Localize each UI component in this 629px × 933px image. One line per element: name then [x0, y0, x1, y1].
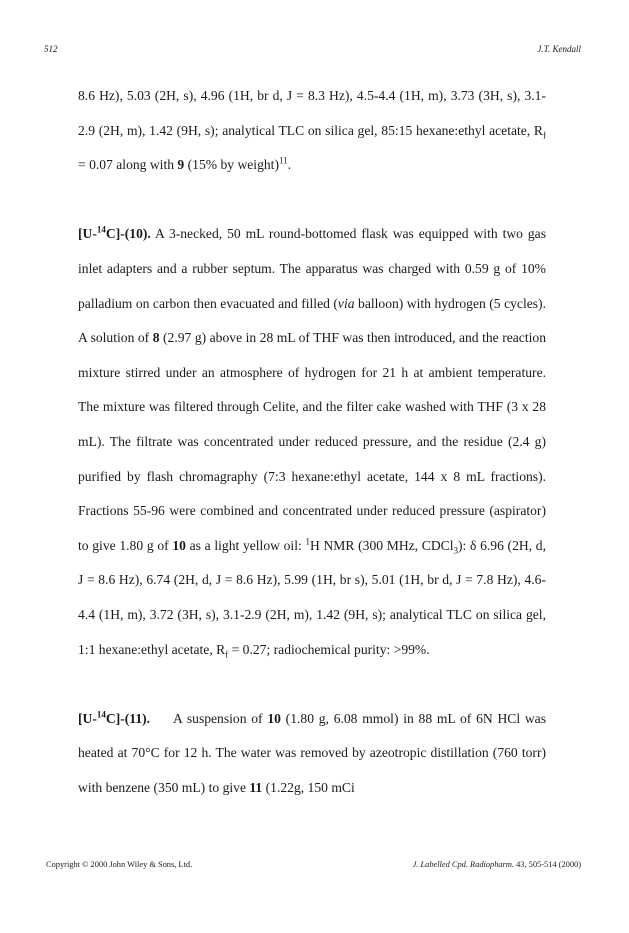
journal-citation: 43, 505-514 (2000) — [516, 860, 581, 869]
section-heading-11 — [78, 711, 150, 726]
isotope-superscript: 14 — [96, 709, 106, 720]
text-run: A suspension of — [150, 710, 268, 726]
running-head-author: J.T. Kendall — [537, 44, 581, 54]
heading-part: [U- — [78, 710, 97, 726]
text-run: (1.22g, 150 mCi — [262, 779, 355, 795]
nmr-superscript: 1 — [305, 536, 310, 547]
text-run: balloon) with hydrogen (5 cycles). A solution of — [78, 295, 546, 346]
text-run: ): δ 6.96 (2H, d, J = 8.6 Hz), 6.74 (2H, d, J = 8.6 Hz), 5.99 (1H, br s), 5.01 (1H, br d, J = 7.8 Hz), 4.6-4.4 (1H, m), 3.72 (3H, s), 3.1-2.9 (2H, m), 1.42 (9H, s); analytical TLC on silica gel, 1:1 hexane:ethyl acetate, R — [78, 537, 546, 657]
isotope-superscript: 14 — [96, 224, 106, 235]
compound-number: 8 — [152, 330, 160, 346]
paragraph-2 — [78, 217, 546, 667]
italic-word: via — [337, 295, 355, 311]
paragraph-1 — [78, 79, 546, 183]
section-heading-10 — [78, 226, 151, 241]
compound-number: 9 — [177, 157, 185, 173]
text-run: as a light yellow oil: — [185, 537, 306, 553]
text-run: = 0.07 along with — [78, 157, 178, 173]
subscript: f — [225, 649, 229, 660]
text-run: H NMR (300 MHz, CDCl — [309, 537, 454, 553]
text-run: (15% by weight) — [184, 157, 279, 173]
text-run: 8.6 Hz), 5.03 (2H, s), 4.96 (1H, br d, J = 8.3 Hz), 4.5-4.4 (1H, m), 3.73 (3H, s), 3.1-2.9 (2H, m), 1.42 (9H, s); analytical TLC on silica gel, 85:15 hexane:ethyl acetate, R — [78, 88, 546, 138]
journal-footer — [413, 860, 581, 869]
reference-superscript: 11 — [278, 155, 288, 166]
body-text — [78, 79, 546, 805]
subscript: 3 — [453, 545, 458, 556]
text-run: (2.97 g) above in 28 mL of THF was then introduced, and the reaction mixture stirred under an atmosphere of hydrogen for 21 h at ambient temperature. The mixture was filtered through Celite, and the filter cake washed with THF (3 x 28 mL). The filtrate was concentrated under reduced pressure, and the residue (2.4 g) purified by flash chromagraphy (7:3 hexane:ethyl acetate, 144 x 8 mL fractions). Fractions 55-96 were combined and concentrated under reduced pressure (aspirator) to give 1.80 g of — [78, 330, 546, 553]
compound-number: 11 — [249, 779, 263, 795]
page-number: 512 — [44, 44, 58, 54]
paragraph-3 — [78, 702, 546, 806]
compound-number: 10 — [172, 537, 186, 553]
journal-name: J. Labelled Cpd. Radiopharm. — [412, 860, 514, 869]
compound-number: 10 — [267, 710, 281, 726]
text-run: . — [287, 157, 292, 173]
text-run: A 3-necked, 50 mL round-bottomed flask was equipped with two gas inlet adapters and a rubber septum. The apparatus was charged with 0.59 g of 10% palladium on carbon then evacuated and filled ( — [78, 226, 546, 311]
text-run: = 0.27; radiochemical purity: >99%. — [228, 641, 430, 657]
text-run: (1.80 g, 6.08 mmol) in 88 mL of 6N HCl was heated at 70°C for 12 h. The water was removed by azeotropic distillation (760 torr) with benzene (350 mL) to give — [78, 710, 546, 795]
subscript: f — [543, 130, 546, 141]
copyright-footer: Copyright © 2000 John Wiley & Sons, Ltd. — [46, 860, 193, 869]
heading-part: C]-(10). — [105, 226, 151, 242]
heading-part: [U- — [78, 226, 97, 242]
heading-part: C]-(11). — [105, 710, 151, 726]
